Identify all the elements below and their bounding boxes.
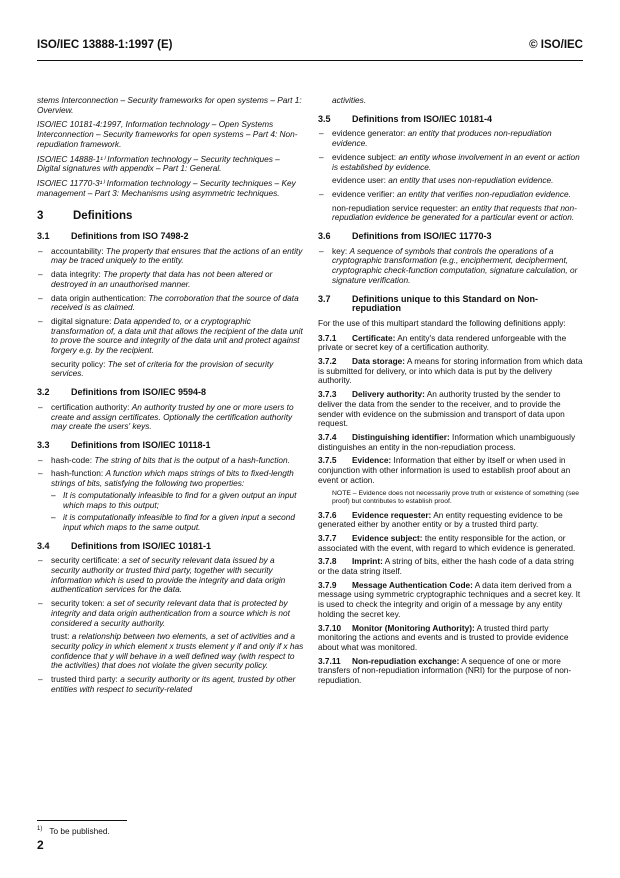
definition-term: accountability: [51, 245, 104, 256]
term-definition: A means for storing information from which data is submitted for delivery, or into which data is put by the delivery authority. [318, 356, 583, 386]
definition-text: an entity whose involvement in an event or action is established by evidence. [332, 151, 580, 172]
term-number: 3.7.4 [318, 431, 337, 442]
term-number: 3.7.5 [318, 455, 337, 466]
subsection-number: 3.4 [37, 540, 50, 551]
term-number: 3.7.7 [318, 532, 337, 543]
definition-term: trusted third party: [51, 674, 118, 685]
term-definition: An entity's data rendered unforgeable with the private or secret key of a certification authority. [318, 332, 567, 353]
term-name: Delivery authority: [352, 389, 425, 400]
normative-references [37, 96, 305, 198]
footnote [37, 826, 110, 836]
term-name: Evidence requester: [352, 509, 432, 520]
section-number: 3 [37, 210, 44, 223]
term-name: Non-repudiation exchange: [352, 655, 460, 666]
term-entry [318, 557, 583, 576]
subsection-title: Definitions unique to this Standard on Non-repudiation [352, 293, 538, 314]
reference: stems Interconnection – Security frameworks for open systems – Part 1: Overview. [37, 95, 302, 115]
term-entry [318, 456, 583, 485]
subsection-heading [318, 232, 583, 242]
reference: ISO/IEC 14888-1¹⁾ Information technology – Security techniques – Digital signatures with appendix – Part 1: General. [37, 153, 280, 174]
definition-list [318, 129, 583, 223]
definition-text: an entity that produces non-repudiation evidence. [332, 128, 552, 149]
definition-list [318, 247, 583, 286]
term-name: Data storage: [352, 356, 406, 367]
definition-item [37, 360, 305, 379]
subsection-heading [37, 542, 305, 552]
property-item: – It is computationally infeasible to find for a given output an input which maps to this output; [51, 491, 305, 510]
subsection-heading [318, 115, 583, 125]
definition-text: a set of security relevant data that is protected by integrity and data origin authentication from a source which is not considered a security authority. [51, 598, 290, 628]
term-name: Message Authentication Code: [352, 579, 473, 590]
definition-item [37, 599, 305, 628]
term-name: Evidence subject: [352, 532, 423, 543]
standard-number: ISO/IEC 13888-1:1997 (E) [37, 39, 173, 51]
term-entry [318, 357, 583, 386]
definition-text: The property that ensures that the actions of an entity may be traced uniquely to the entity. [51, 245, 303, 266]
term-entry [318, 657, 583, 686]
subsection-heading [318, 295, 583, 314]
definition-term: certification authority: [51, 401, 130, 412]
term-number: 3.7.10 [318, 622, 342, 633]
term-number: 3.7.3 [318, 389, 337, 400]
term-name: Imprint: [352, 556, 383, 567]
page-number: 2 [37, 838, 44, 852]
definition-text: An authority trusted by one or more users to create and assign certificates. Optionally the certification authority may create the users' keys. [51, 401, 294, 432]
definition-term: key: [332, 245, 348, 256]
subsection-heading [37, 388, 305, 398]
subsection-number: 3.7 [318, 293, 331, 304]
subsection-title: Definitions from ISO/IEC 10181-1 [71, 540, 212, 551]
definition-list [37, 556, 305, 694]
term-name: Certificate: [352, 332, 396, 343]
copyright-mark: © ISO/IEC [529, 39, 583, 51]
term-number: 3.7.1 [318, 332, 337, 343]
subsection-title: Definitions from ISO 7498-2 [71, 231, 189, 242]
term-definition: Information that either by itself or when used in conjunction with other information is used to establish proof about an event or action. [318, 455, 571, 485]
property-item: – it is computationally infeasible to find for a given input a second input which maps to the same output. [51, 513, 305, 532]
term-name: Monitor (Monitoring Authority): [352, 622, 475, 633]
definition-term: data origin authentication: [51, 292, 147, 303]
subsection-heading [37, 441, 305, 451]
definition-list [37, 247, 305, 379]
subsection-title: Definitions from ISO/IEC 10118-1 [71, 439, 211, 450]
definition-term: data integrity: [51, 269, 101, 280]
definition-term: security policy: [51, 358, 106, 369]
definition-term: evidence verifier: [332, 188, 395, 199]
section-title: Definitions [73, 210, 133, 223]
definition-item [318, 153, 583, 172]
term-definition: the entity responsible for the action, or associated with the event, with regard to which evidence is generated. [318, 532, 576, 553]
definition-item [37, 632, 305, 671]
definition-item [318, 204, 583, 223]
subsection-title: Definitions from ISO/IEC 10181-4 [352, 113, 493, 124]
definition-item [37, 556, 305, 595]
note: NOTE – Evidence does not necessarily prove truth or existence of something (see proof) but contributes to establish proof. [332, 489, 580, 505]
definition-text: a set of security relevant data issued by a security authority or trusted third party, together with security information which is used to provide the integrity and data origin authentication services for the data. [51, 555, 286, 595]
subsection-number: 3.2 [37, 387, 50, 398]
definition-term: digital signature: [51, 315, 112, 326]
definition-term: evidence subject: [332, 151, 397, 162]
definition-text: A sequence of symbols that controls the operations of a cryptographic transformation (e.g., encipherment, decipherment, cryptographic check-function computation, signature calculation, or signature verification. [332, 245, 578, 285]
definition-list [37, 456, 305, 533]
definition-term: trust: [51, 631, 70, 642]
term-entry [318, 581, 583, 620]
reference: ISO/IEC 11770-3¹⁾ Information technology – Security techniques – Key management – Part 3: Mechanisms using asymmetric techniques. [37, 177, 296, 198]
header-rule [37, 60, 583, 61]
term-definition: Information which unambiguously distinguishes an entity in the non-repudiation process. [318, 431, 576, 452]
definition-item [318, 176, 583, 186]
definition-term: hash-function: [51, 468, 104, 479]
right-column [318, 96, 583, 690]
term-number: 3.7.6 [318, 509, 337, 520]
term-number: 3.7.11 [318, 655, 341, 666]
definition-text: A function which maps strings of bits to fixed-length strings of bits, satisfying the following two properties: [51, 468, 294, 489]
term-number: 3.7.8 [318, 556, 337, 567]
term-number: 3.7.9 [318, 579, 337, 590]
section-heading [37, 212, 305, 222]
definition-item [318, 190, 583, 200]
definition-text: a relationship between two elements, a set of activities and a security policy in which element x trusts element y if and only if x has confidence that y will behave in a well defined way (with respect to the activities) that does not violate the given security policy. [51, 631, 304, 671]
definition-text: an entity that uses non-repudiation evidence. [388, 175, 554, 186]
term-definition: A string of bits, either the hash code of a data string or the data string itself. [318, 556, 574, 577]
definition-item [37, 675, 305, 694]
term-name: Distinguishing identifier: [352, 431, 450, 442]
subsection-number: 3.3 [37, 439, 50, 450]
term-number: 3.7.2 [318, 356, 337, 367]
definition-item [37, 294, 305, 313]
definition-term: evidence generator: [332, 128, 406, 139]
definition-item [37, 403, 305, 432]
property-list [51, 491, 305, 533]
definition-item [37, 270, 305, 289]
subsection-title: Definitions from ISO/IEC 11770-3 [352, 231, 492, 242]
term-entry [318, 534, 583, 553]
definition-item [318, 129, 583, 148]
subsection-number: 3.6 [318, 231, 331, 242]
term-definition: A sequence of one or more transfers of non-repudiation information (NRI) for the purpose of non-repudiation. [318, 655, 572, 686]
definition-term: security certificate: [51, 555, 120, 566]
definition-term: evidence user: [332, 175, 386, 186]
term-definition: An entity requesting evidence to be generated either by another entity or by a trusted third party. [318, 509, 563, 530]
term-entry [318, 624, 583, 653]
term-definition: A data item derived from a message using symmetric cryptographic techniques and a secret key. It is used to check the integrity and origin of a message by any entity holding the secret key. [318, 579, 581, 619]
definition-text: The corroboration that the source of data received is as claimed. [51, 292, 299, 313]
definition-text: Data appended to, or a cryptographic transformation of, a data unit that allows the recipient of the data unit to prove the source and integrity of the data unit and protect against forgery e.g. by the recipient. [51, 315, 303, 356]
subsection-title: Definitions from ISO/IEC 9594-8 [71, 387, 207, 398]
definition-list [37, 403, 305, 432]
footnote-rule [37, 820, 127, 821]
footnote-text: To be published. [49, 826, 110, 836]
definition-term: hash-code: [51, 454, 93, 465]
definition-text: a security authority or its agent, trusted by other entities with respect to security-related [51, 674, 296, 694]
term-definition: An authority trusted by the sender to deliver the data from the sender to the receiver, and to provide the sender with evidence on the submission and transport of data upon request. [318, 389, 565, 429]
footnote-mark: 1) [37, 826, 43, 833]
definition-item [37, 469, 305, 532]
definition-item [318, 247, 583, 286]
reference: ISO/IEC 10181-4:1997, Information technology – Open Systems Interconnection – Security frameworks for open systems – Part 4: Non-repudiation framework. [37, 119, 298, 149]
continued-text: activities. [332, 95, 367, 105]
left-column [37, 96, 305, 698]
definition-item [37, 317, 305, 356]
definition-text: an entity that verifies non-repudiation evidence. [397, 188, 571, 199]
term-definition: A trusted third party monitoring the actions and events and is trusted to provide evidence about what was monitored. [318, 622, 569, 652]
definition-text: The set of criteria for the provision of security services. [51, 358, 274, 379]
term-entry [318, 433, 583, 452]
definition-text: The string of bits that is the output of a hash-function. [94, 454, 290, 465]
term-name: Evidence: [352, 455, 392, 466]
subsection-number: 3.1 [37, 231, 50, 242]
definition-item [37, 247, 305, 266]
subsection-heading [37, 232, 305, 242]
section-intro: For the use of this multipart standard the following definitions apply: [318, 317, 566, 328]
page-header [37, 39, 583, 55]
definition-text: an entity that requests that non-repudiation evidence be generated for a particular event or action. [332, 202, 577, 223]
subsection-number: 3.5 [318, 113, 331, 124]
term-entry [318, 334, 583, 353]
definition-term: non-repudiation service requester: [332, 202, 458, 213]
definition-term: security token: [51, 598, 105, 609]
definition-item [37, 456, 305, 466]
definition-text: The property that data has not been altered or destroyed in an unauthorised manner. [51, 269, 273, 289]
term-entry [318, 390, 583, 429]
term-entry [318, 511, 583, 530]
